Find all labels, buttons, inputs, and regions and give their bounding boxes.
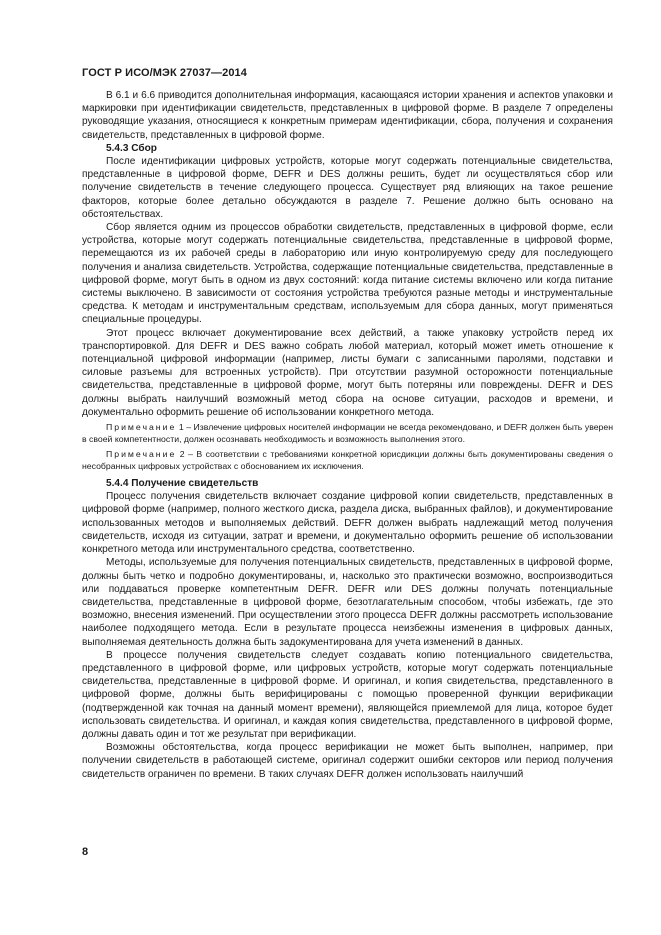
- acquisition-paragraph-1: Процесс получения свидетельств включает создание цифровой копии свидетельств, представленных в цифровой форме (например, полного жесткого диска, раздела диска, выбранных файлов), и документирование использованных методов и выполняемых действий. DEFR должен выбрать надлежащий метод получения свидетельств, исходя из ситуации, затрат и времени, и документально оформить решение об использовании конкретного метода или инструментального средства, соответственно.: [82, 491, 613, 556]
- page-number: 8: [82, 846, 89, 858]
- note-number: 2: [179, 449, 185, 460]
- acquisition-paragraph-2: Методы, используемые для получения потенциальных свидетельств, представленных в цифровой форме, должны быть четко и подробно документированы, и, насколько это практически возможно, воспроизводиться или поддаваться проверке компетентным DEFR. DEFR или DES должны получать потенциальные свидетельства, представленные в цифровой форме, безотлагательным способом, чтобы избежать, где это возможно, внесения изменений. При осуществлении этого процесса DEFR должны рассмотреть использование наиболее подходящего метода. Если в результате процесса неизбежны изменения в цифровых данных, выполняемая деятельность должна быть задокументирована для учета изменений в данных.: [82, 557, 613, 648]
- page-content: [82, 89, 613, 781]
- note-1: [82, 422, 613, 445]
- collection-paragraph-2: Сбор является одним из процессов обработки свидетельств, представленных в цифровой форме, если устройства, которые могут содержать потенциальные свидетельства, представленные в цифровой форме, перемещаются из их рабочей среды в лабораторию или иную контролируемую среду для последующего получения и анализа свидетельств. Устройства, содержащие потенциальные свидетельства, представленные в цифровой форме, могут быть в одном из двух состояний: когда питание системы включено или когда питание системы выключено. В зависимости от состояния устройства требуются разные методы и инструментальные средства. К методам и инструментальным средствам, используемым для сбора данных, могут применяться специальные процедуры.: [82, 222, 613, 326]
- section-heading-acquisition: 5.4.4 Получение свидетельств: [106, 478, 259, 490]
- note-2: [82, 449, 613, 472]
- note-text: – В соответствии с требованиями конкретной юрисдикции должны быть документированы сведения о несобранных цифровых устройствах с обоснованием их исключения.: [82, 449, 614, 471]
- acquisition-paragraph-4: Возможны обстоятельства, когда процесс верификации не может быть выполнен, например, при получении свидетельств в работающей системе, оригинал содержит ошибки секторов или период получения свидетельств ограничен по времени. В таких случаях DEFR должен использовать наилучший: [82, 742, 613, 780]
- acquisition-paragraph-3: В процессе получения свидетельств следует создавать копию потенциального свидетельства, представленного в цифровой форме, или цифровых устройств, которые могут содержать потенциальные свидетельства, представленные в цифровой форме. И оригинал, и копия свидетельства, представленного в цифровой форме, должны быть верифицированы с помощью проверенной функции верификации (подтвержденной как точная на данный момент времени), являющейся приемлемой для лица, которое будет использовать свидетельства. И оригинал, и каждая копия свидетельства, представленного в цифровой форме, должны давать один и тот же результат при верификации.: [82, 649, 613, 740]
- note-label: Примечание: [106, 449, 177, 460]
- document-header: ГОСТ Р ИСО/МЭК 27037—2014: [82, 67, 247, 79]
- note-label: Примечание: [106, 422, 177, 433]
- intro-paragraph: В 6.1 и 6.6 приводится дополнительная информация, касающаяся истории хранения и аспектов упаковки и маркировки при идентификации свидетельств, представленных в цифровой форме. В разделе 7 определены руководящие указания, относящиеся к конкретным примерам идентификации, сбора, получения и сохранения свидетельств, представленных в цифровой форме.: [82, 90, 613, 141]
- note-text: – Извлечение цифровых носителей информации не всегда рекомендовано, и DEFR должен быть уверен в своей компетентности, должен осознавать необходимость и возможность выполнения этого.: [82, 422, 614, 444]
- collection-paragraph-1: После идентификации цифровых устройств, которые могут содержать потенциальные свидетельства, представленные в цифровой форме, DEFR и DES должны решить, будет ли осуществляться сбор или получение свидетельств в течение следующего процесса. Существует ряд влияющих на такое решение факторов, которые более детально обсуждаются в разделе 7. Решение должно быть основано на обстоятельствах.: [82, 156, 613, 220]
- section-heading-collection: 5.4.3 Сбор: [106, 142, 157, 154]
- collection-paragraph-3: Этот процесс включает документирование всех действий, а также упаковку устройств перед их транспортировкой. Для DEFR и DES важно собрать любой материал, который может иметь отношение к потенциальной цифровой информации (например, листы бумаги с записанными паролями, подставки и силовые разъемы для встроенных устройств). При отсутствии разумной осторожности потенциальные свидетельства, представленные в цифровой форме, могут быть потеряны или повреждены. DEFR и DES должны выбрать наилучший возможный метод сбора на основе ситуации, расходов и времени, и документально оформить решение об использовании конкретного метода.: [82, 327, 613, 418]
- note-number: 1: [178, 422, 184, 433]
